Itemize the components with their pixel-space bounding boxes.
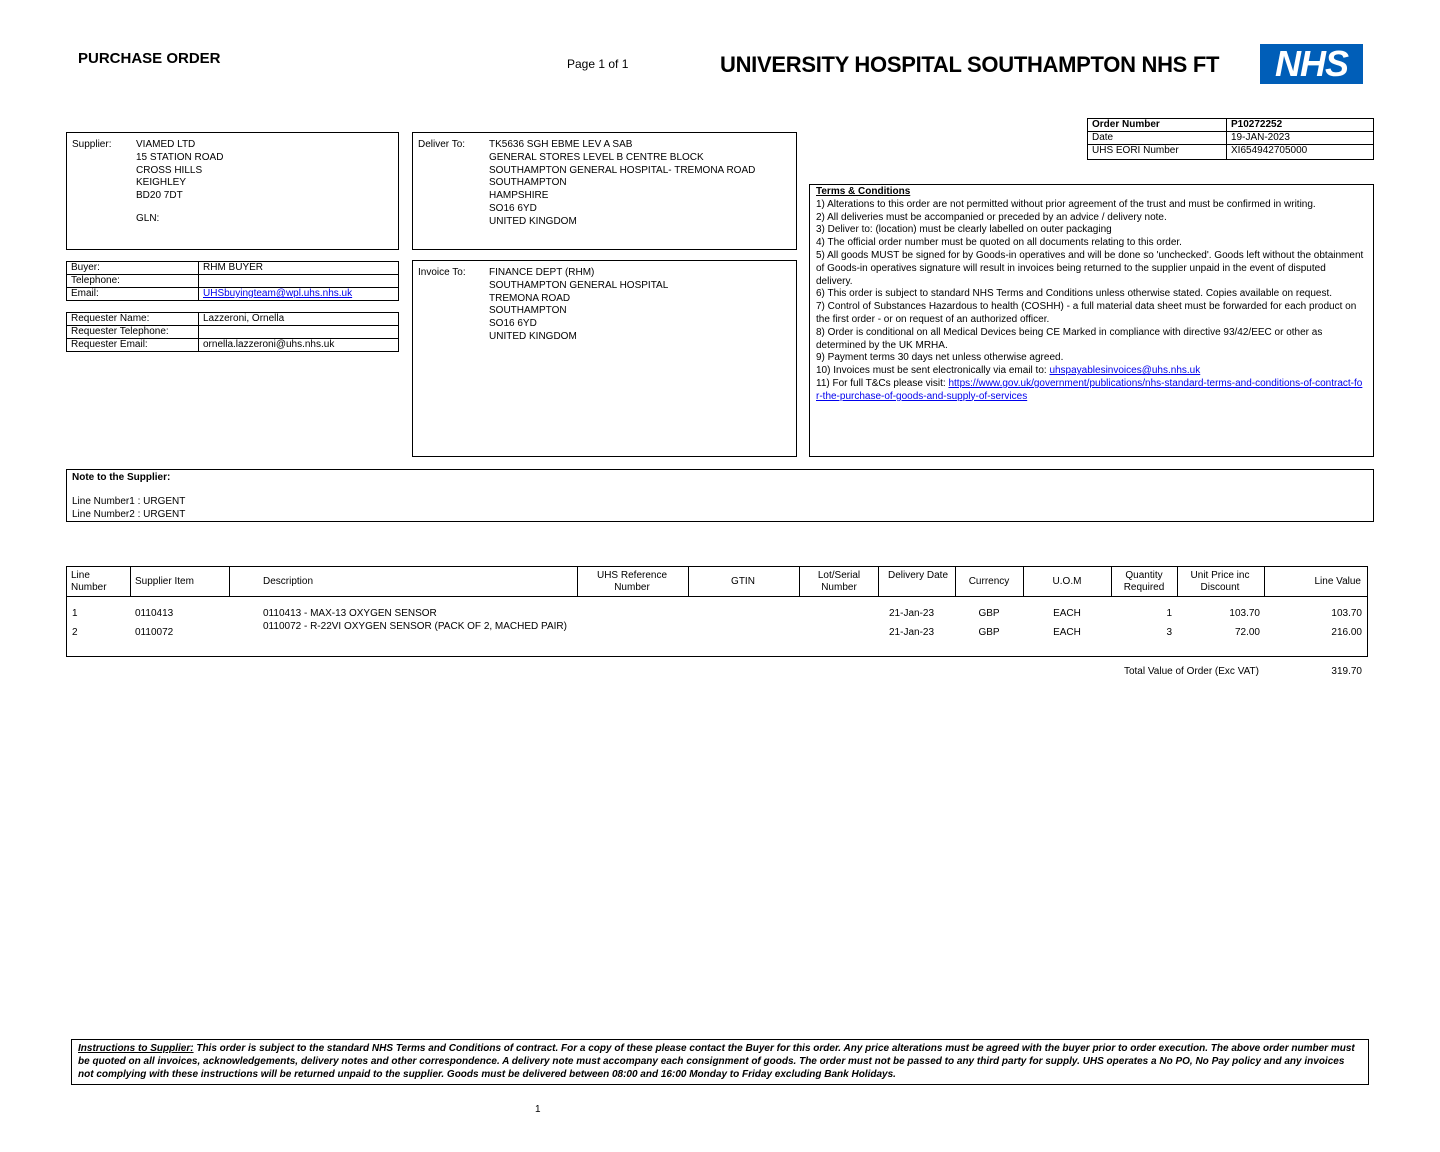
- row1-quantity: 1: [1166, 608, 1172, 619]
- page-indicator: Page 1 of 1: [567, 57, 629, 71]
- order-info-row: [1088, 132, 1374, 145]
- order-info-row: [1088, 145, 1374, 160]
- note-box: [66, 469, 1374, 522]
- instructions-title: Instructions to Supplier:: [78, 1043, 194, 1054]
- col-header-line-number: Line Number: [71, 570, 107, 593]
- col-header-delivery-date: Delivery Date: [887, 570, 949, 581]
- terms-item: 2) All deliveries must be accompanied or preceded by an advice / delivery note.: [816, 211, 1167, 223]
- deliver-line: GENERAL STORES LEVEL B CENTRE BLOCK: [489, 151, 704, 163]
- note-title: Note to the Supplier:: [72, 472, 171, 483]
- invoice-line: SO16 6YD: [489, 318, 537, 330]
- order-info-table: [1087, 118, 1374, 160]
- tcs-url-link[interactable]: https://www.gov.uk/government/publications/nhs-standard-terms-and-conditions-of-contract-for-the-purchase-of-goods-and-supply-of-services: [816, 377, 1363, 402]
- deliver-line: UNITED KINGDOM: [489, 215, 577, 227]
- deliver-to-box: [412, 132, 797, 250]
- invoice-line: UNITED KINGDOM: [489, 330, 577, 342]
- row2-unit-price: 72.00: [1234, 627, 1260, 638]
- buyer-value: RHM BUYER: [199, 262, 399, 275]
- row1-supplier-item: 0110413: [135, 608, 174, 619]
- eori-value: XI654942705000: [1227, 145, 1374, 160]
- terms-item11-text: 11) For full T&Cs please visit:: [816, 377, 949, 389]
- buyer-row: [67, 275, 399, 288]
- row1-unit-price: 103.70: [1229, 608, 1260, 619]
- deliver-line: SOUTHAMPTON: [489, 177, 567, 189]
- col-header-description: Description: [263, 576, 314, 587]
- order-info-row: [1088, 119, 1374, 132]
- terms-item: 3) Deliver to: (location) must be clearly labelled on outer packaging: [816, 224, 1112, 236]
- deliver-to-label: Deliver To:: [418, 139, 466, 150]
- row1-line-value: 103.70: [1331, 608, 1362, 619]
- deliver-to-address: [489, 139, 755, 229]
- buyer-row: [67, 262, 399, 275]
- col-header-supplier-item: Supplier Item: [135, 576, 194, 587]
- terms-item: 1) Alterations to this order are not permitted without prior agreement of the trust and must be confirmed in writing.: [816, 198, 1316, 210]
- order-number-label: Order Number: [1088, 119, 1227, 132]
- row2-currency: GBP: [978, 627, 1000, 638]
- invoice-to-box: [412, 260, 797, 457]
- instructions-box: [71, 1039, 1369, 1085]
- terms-title: Terms & Conditions: [816, 186, 911, 197]
- row2-description: 0110072 - R-22VI OXYGEN SENSOR (PACK OF 2, MACHED PAIR): [263, 621, 567, 632]
- terms-item: 8) Order is conditional on all Medical Devices being CE Marked in compliance with directive 93/42/EEC or other as determined by the UK MRHA.: [816, 326, 1323, 351]
- eori-label: UHS EORI Number: [1088, 145, 1227, 160]
- nhs-logo: NHS: [1260, 44, 1363, 84]
- col-header-line-value: Line Value: [1314, 576, 1361, 587]
- row2-uom: EACH: [1053, 627, 1081, 638]
- invoice-line: TREMONA ROAD: [489, 292, 571, 304]
- requester-row: [67, 313, 399, 326]
- order-date-value: 19-JAN-2023: [1227, 132, 1374, 145]
- supplier-label: Supplier:: [72, 139, 112, 150]
- row2-delivery-date: 21-Jan-23: [889, 627, 935, 638]
- supplier-address: [136, 139, 223, 226]
- email-label: Email:: [67, 288, 199, 301]
- terms-item: [816, 378, 1364, 404]
- gln-label: GLN:: [136, 212, 160, 224]
- terms-item: 9) Payment terms 30 days net unless otherwise agreed.: [816, 352, 1064, 364]
- row1-uom: EACH: [1053, 608, 1081, 619]
- col-header-unit-price: Unit Price inc Discount: [1190, 570, 1250, 593]
- header-rule: [67, 596, 1367, 597]
- total-value: 319.70: [1331, 666, 1362, 677]
- invoice-line: FINANCE DEPT (RHM): [489, 267, 595, 278]
- col-header-uom: U.O.M: [1052, 576, 1082, 587]
- requester-table: [66, 312, 399, 352]
- row2-supplier-item: 0110072: [135, 627, 174, 638]
- row1-currency: GBP: [978, 608, 1000, 619]
- telephone-value: [199, 275, 399, 288]
- order-number-value: P10272252: [1227, 119, 1374, 132]
- col-header-currency: Currency: [968, 576, 1010, 587]
- row1-description: 0110413 - MAX-13 OXYGEN SENSOR: [263, 608, 437, 619]
- order-lines-table: [66, 566, 1368, 657]
- telephone-label: Telephone:: [67, 275, 199, 288]
- note-lines: [72, 496, 185, 522]
- payables-email-link[interactable]: uhspayablesinvoices@uhs.nhs.uk: [1049, 365, 1201, 377]
- col-header-lot-serial: Lot/Serial Number: [817, 570, 861, 593]
- instructions-text: [78, 1042, 1362, 1081]
- supplier-line: CROSS HILLS: [136, 164, 203, 176]
- invoice-line: SOUTHAMPTON: [489, 305, 567, 317]
- terms-item: 5) All goods MUST be signed for by Goods-in operatives and will be done so 'unchecked'. Goods left without the obtainment of Goods-in operatives signature will result in invoices being returned to the supplier unpaid in the event of disputed delivery.: [816, 249, 1364, 287]
- requester-name-value: Lazzeroni, Ornella: [199, 313, 399, 326]
- requester-telephone-label: Requester Telephone:: [67, 326, 199, 339]
- row1-line-number: 1: [72, 608, 78, 619]
- org-name: UNIVERSITY HOSPITAL SOUTHAMPTON NHS FT: [720, 52, 1220, 77]
- row2-line-value: 216.00: [1331, 627, 1362, 638]
- doc-type: PURCHASE ORDER: [78, 50, 221, 67]
- deliver-line: HAMPSHIRE: [489, 190, 549, 202]
- instructions-body: This order is subject to the standard NHS Terms and Conditions of contract. For a copy of these please contact the Buyer for this order. Any price alterations must be agreed with the buyer prior to order execution. The above order number must be quoted on all invoices, acknowledgements, delivery notes and other correspondence. A delivery note must accompany each consignment of goods. The order must not be passed to any third party for supply. UHS operates a No PO, No Pay policy and any invoices not complying with these instructions will be returned unpaid to the supplier. Goods must be delivered between 08:00 and 16:00 Monday to Friday excluding Bank Holidays.: [78, 1043, 1355, 1080]
- supplier-line: 15 STATION ROAD: [136, 151, 224, 163]
- footer-page-number: 1: [535, 1104, 541, 1115]
- buyer-row: [67, 288, 399, 301]
- terms-item: 6) This order is subject to standard NHS Terms and Conditions unless otherwise stated. Copies available on request.: [816, 288, 1333, 300]
- invoice-line: SOUTHAMPTON GENERAL HOSPITAL: [489, 279, 669, 291]
- deliver-line: TK5636 SGH EBME LEV A SAB: [489, 139, 633, 150]
- buyer-label: Buyer:: [67, 262, 199, 275]
- row1-delivery-date: 21-Jan-23: [889, 608, 935, 619]
- requester-row: [67, 339, 399, 352]
- row2-quantity: 3: [1166, 627, 1172, 638]
- terms-item: 7) Control of Substances Hazardous to health (COSHH) - a full material data sheet must be forwarded for each product on the first order - or on request of an authorized officer.: [816, 301, 1357, 325]
- invoice-to-label: Invoice To:: [418, 267, 466, 278]
- deliver-line: SOUTHAMPTON GENERAL HOSPITAL- TREMONA ROAD: [489, 164, 756, 176]
- requester-row: [67, 326, 399, 339]
- terms-item: 4) The official order number must be quoted on all documents relating to this order.: [816, 237, 1182, 249]
- requester-name-label: Requester Name:: [67, 313, 199, 326]
- terms-item10-text: 10) Invoices must be sent electronically via email to:: [816, 365, 1050, 377]
- buyer-table: [66, 261, 399, 301]
- requester-telephone-value: [199, 326, 399, 339]
- row2-line-number: 2: [72, 627, 78, 638]
- supplier-line: VIAMED LTD: [136, 139, 196, 150]
- total-label: Total Value of Order (Exc VAT): [1123, 666, 1259, 677]
- terms-content: [816, 186, 1364, 404]
- requester-email-label: Requester Email:: [67, 339, 199, 352]
- order-date-label: Date: [1088, 132, 1227, 145]
- note-line: Line Number2 : URGENT: [72, 508, 186, 520]
- buyer-email-link[interactable]: UHSbuyingteam@wpl.uhs.nhs.uk: [203, 288, 353, 299]
- col-header-gtin: GTIN: [731, 576, 755, 587]
- invoice-to-address: [489, 267, 668, 344]
- col-header-uhs-reference: UHS Reference Number: [596, 570, 668, 593]
- requester-email-value: ornella.lazzeroni@uhs.nhs.uk: [199, 339, 399, 352]
- supplier-line: BD20 7DT: [136, 190, 183, 202]
- supplier-line: KEIGHLEY: [136, 177, 187, 189]
- terms-item: [816, 365, 1364, 378]
- col-header-quantity: Quantity Required: [1123, 570, 1165, 593]
- deliver-line: SO16 6YD: [489, 202, 537, 214]
- supplier-box: [66, 132, 399, 250]
- terms-box: [809, 184, 1374, 457]
- note-line: Line Number1 : URGENT: [72, 496, 186, 507]
